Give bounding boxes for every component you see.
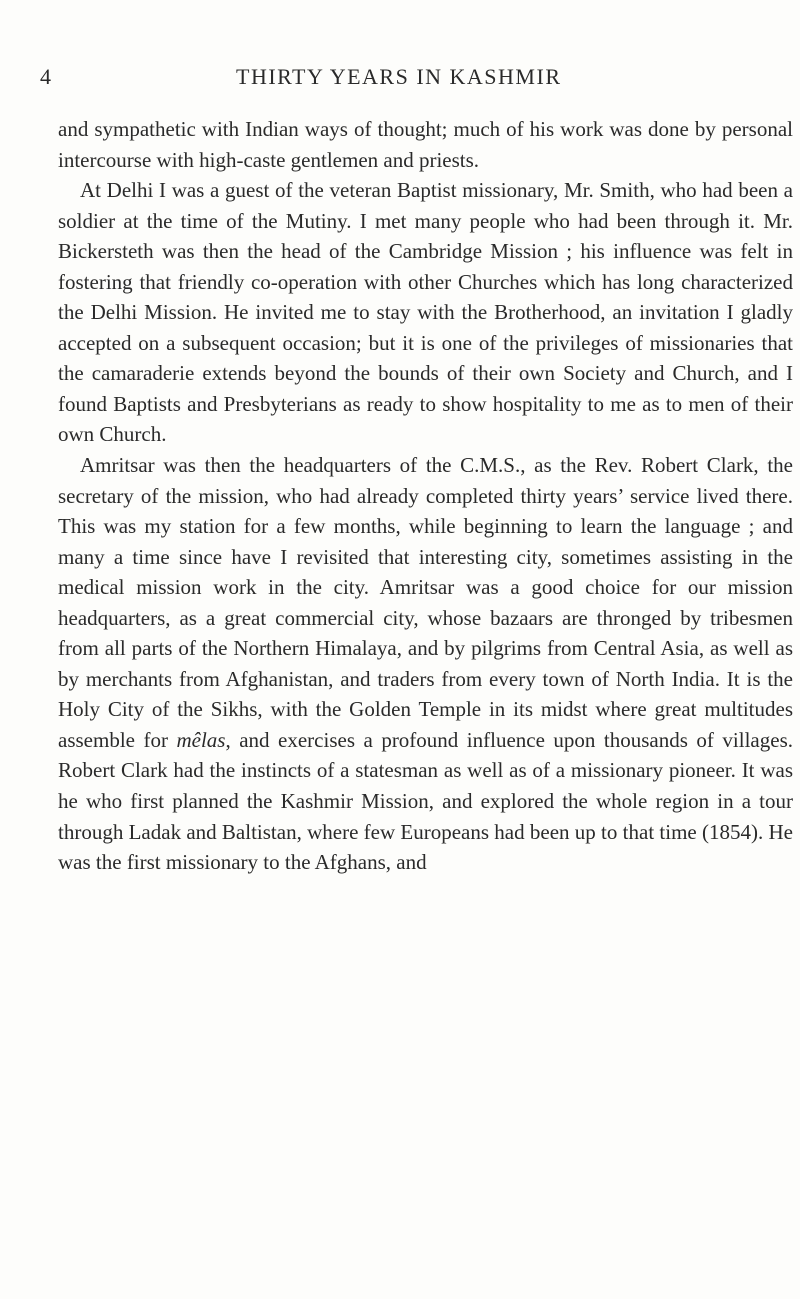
body-text	[58, 114, 793, 878]
paragraph-3	[58, 450, 793, 878]
page-number: 4	[40, 64, 53, 89]
running-head	[40, 64, 790, 94]
paragraph-3-part-1: Amritsar was then the headquarters of the C.M.S., as the Rev. Robert Clark, the secretary of the mission, who had already completed thirty years’ service lived there. This was my station for a few months, while beginning to learn the language ; and many a time since have I revisited that interesting city, sometimes assisting in the medical mission work in the city. Amritsar was a good choice for our mission headquarters, as a great commercial city, whose bazaars are thronged by tribesmen from all parts of the Northern Himalaya, and by pilgrims from Central Asia, as well as by merchants from Afghanistan, and traders from every town of North India. It is the Holy City of the Sikhs, with the Golden Temple in its midst where great multitudes assemble for	[58, 453, 793, 752]
paragraph-1: and sympathetic with Indian ways of thought; much of his work was done by personal intercourse with high-caste gentlemen and priests.	[58, 117, 793, 172]
paragraph-3-part-2: , and exercises a profound influence upon thousands of villages. Robert Clark had the instincts of a statesman as well as of a missionary pioneer. It was he who first planned the Kashmir Mission, and explored the whole region in a tour through Ladak and Baltistan, where few Europeans had been up to that time (1854). He was the first missionary to the Afghans, and	[58, 727, 793, 875]
running-title: THIRTY YEARS IN KASHMIR	[236, 64, 562, 89]
italic-word-melas: mêlas	[176, 727, 226, 752]
paragraph-2: At Delhi I was a guest of the veteran Baptist missionary, Mr. Smith, who had been a soldier at the time of the Mutiny. I met many people who had been through it. Mr. Bickersteth was then the head of the Cambridge Mission ; his influence was felt in fostering that friendly co-operation with other Churches which has long characterized the Delhi Mission. He invited me to stay with the Brotherhood, an invitation I gladly accepted on a subsequent occasion; but it is one of the privileges of missionaries that the camaraderie extends beyond the bounds of their own Society and Church, and I found Baptists and Presbyterians as ready to show hospitality to me as to men of their own Church.	[58, 178, 793, 447]
